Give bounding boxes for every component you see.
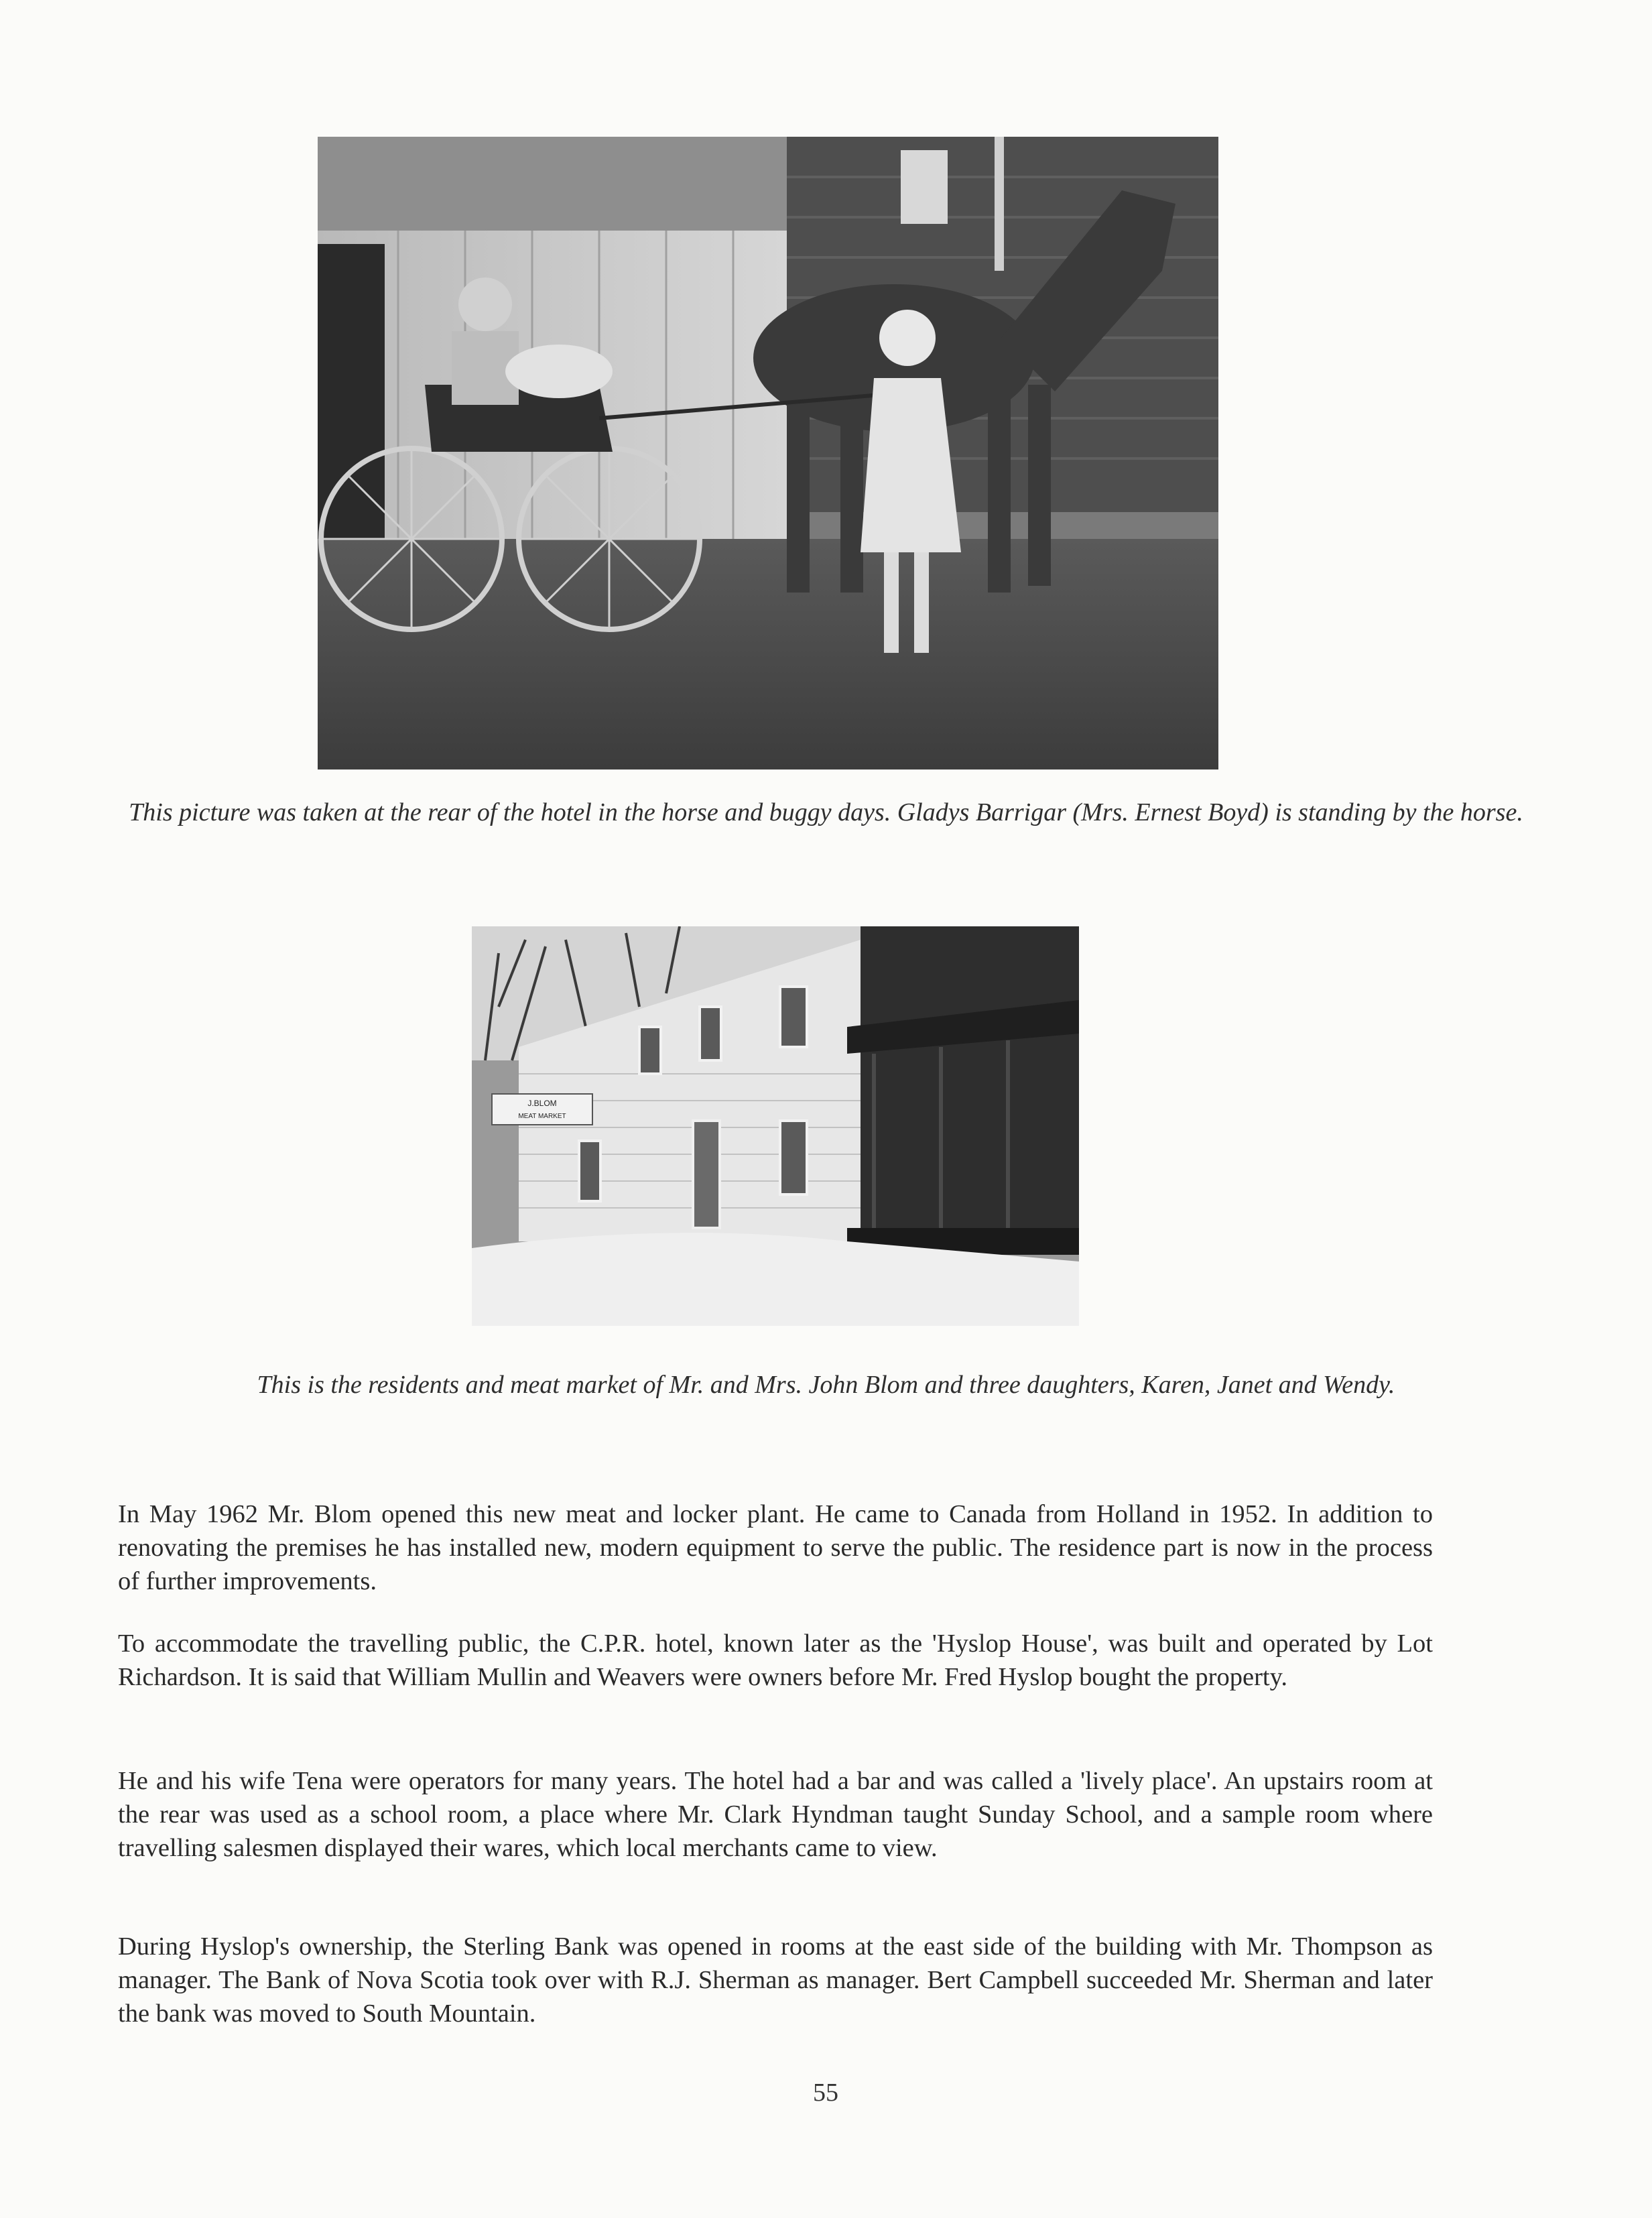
blom-residence-caption: This is the residents and meat market of Mr. and Mrs. John Blom and three daughters, Karen, Janet and Wendy.	[257, 1371, 1395, 1399]
shop-sign-line-1: J.BLOM	[527, 1099, 557, 1108]
horse-buggy-caption: This picture was taken at the rear of the hotel in the horse and buggy days. Gladys Barrigar (Mrs. Ernest Boyd) is standing by the horse.	[129, 798, 1523, 826]
paragraph-hotel-operators: He and his wife Tena were operators for many years. The hotel had a bar and was called a 'lively place'. An upstairs room at the rear was used as a school room, a place where Mr. Clark Hyndman taught Sunday School, and a sample room where travelling salesmen displayed their wares, which local merchants came to view.	[118, 1766, 1433, 1862]
paragraph-blom-plant: In May 1962 Mr. Blom opened this new meat and locker plant. He came to Canada from Holland in 1952. In addition to renovating the premises he has installed new, modern equipment to serve the public. The residence part is now in the process of further improvements.	[118, 1499, 1433, 1595]
horse-buggy-illustration	[318, 137, 1218, 769]
blom-residence-photo	[472, 926, 1079, 1326]
page-number: 55	[813, 2079, 838, 2107]
paragraph-hyslop-house: To accommodate the travelling public, the C.P.R. hotel, known later as the 'Hyslop House', was built and operated by Lot Richardson. It is said that William Mullin and Weavers were owners before Mr. Fred Hyslop bought the property.	[118, 1629, 1433, 1691]
shop-sign-line-2: MEAT MARKET	[518, 1113, 566, 1120]
paragraph-bank-history: During Hyslop's ownership, the Sterling Bank was opened in rooms at the east side of the building with Mr. Thompson as manager. The Bank of Nova Scotia took over with R.J. Sherman as manager. Bert Campbell succeeded Mr. Sherman and later the bank was moved to South Mountain.	[118, 1932, 1433, 2028]
blom-residence-illustration	[472, 926, 1079, 1326]
horse-buggy-photo	[318, 137, 1218, 769]
